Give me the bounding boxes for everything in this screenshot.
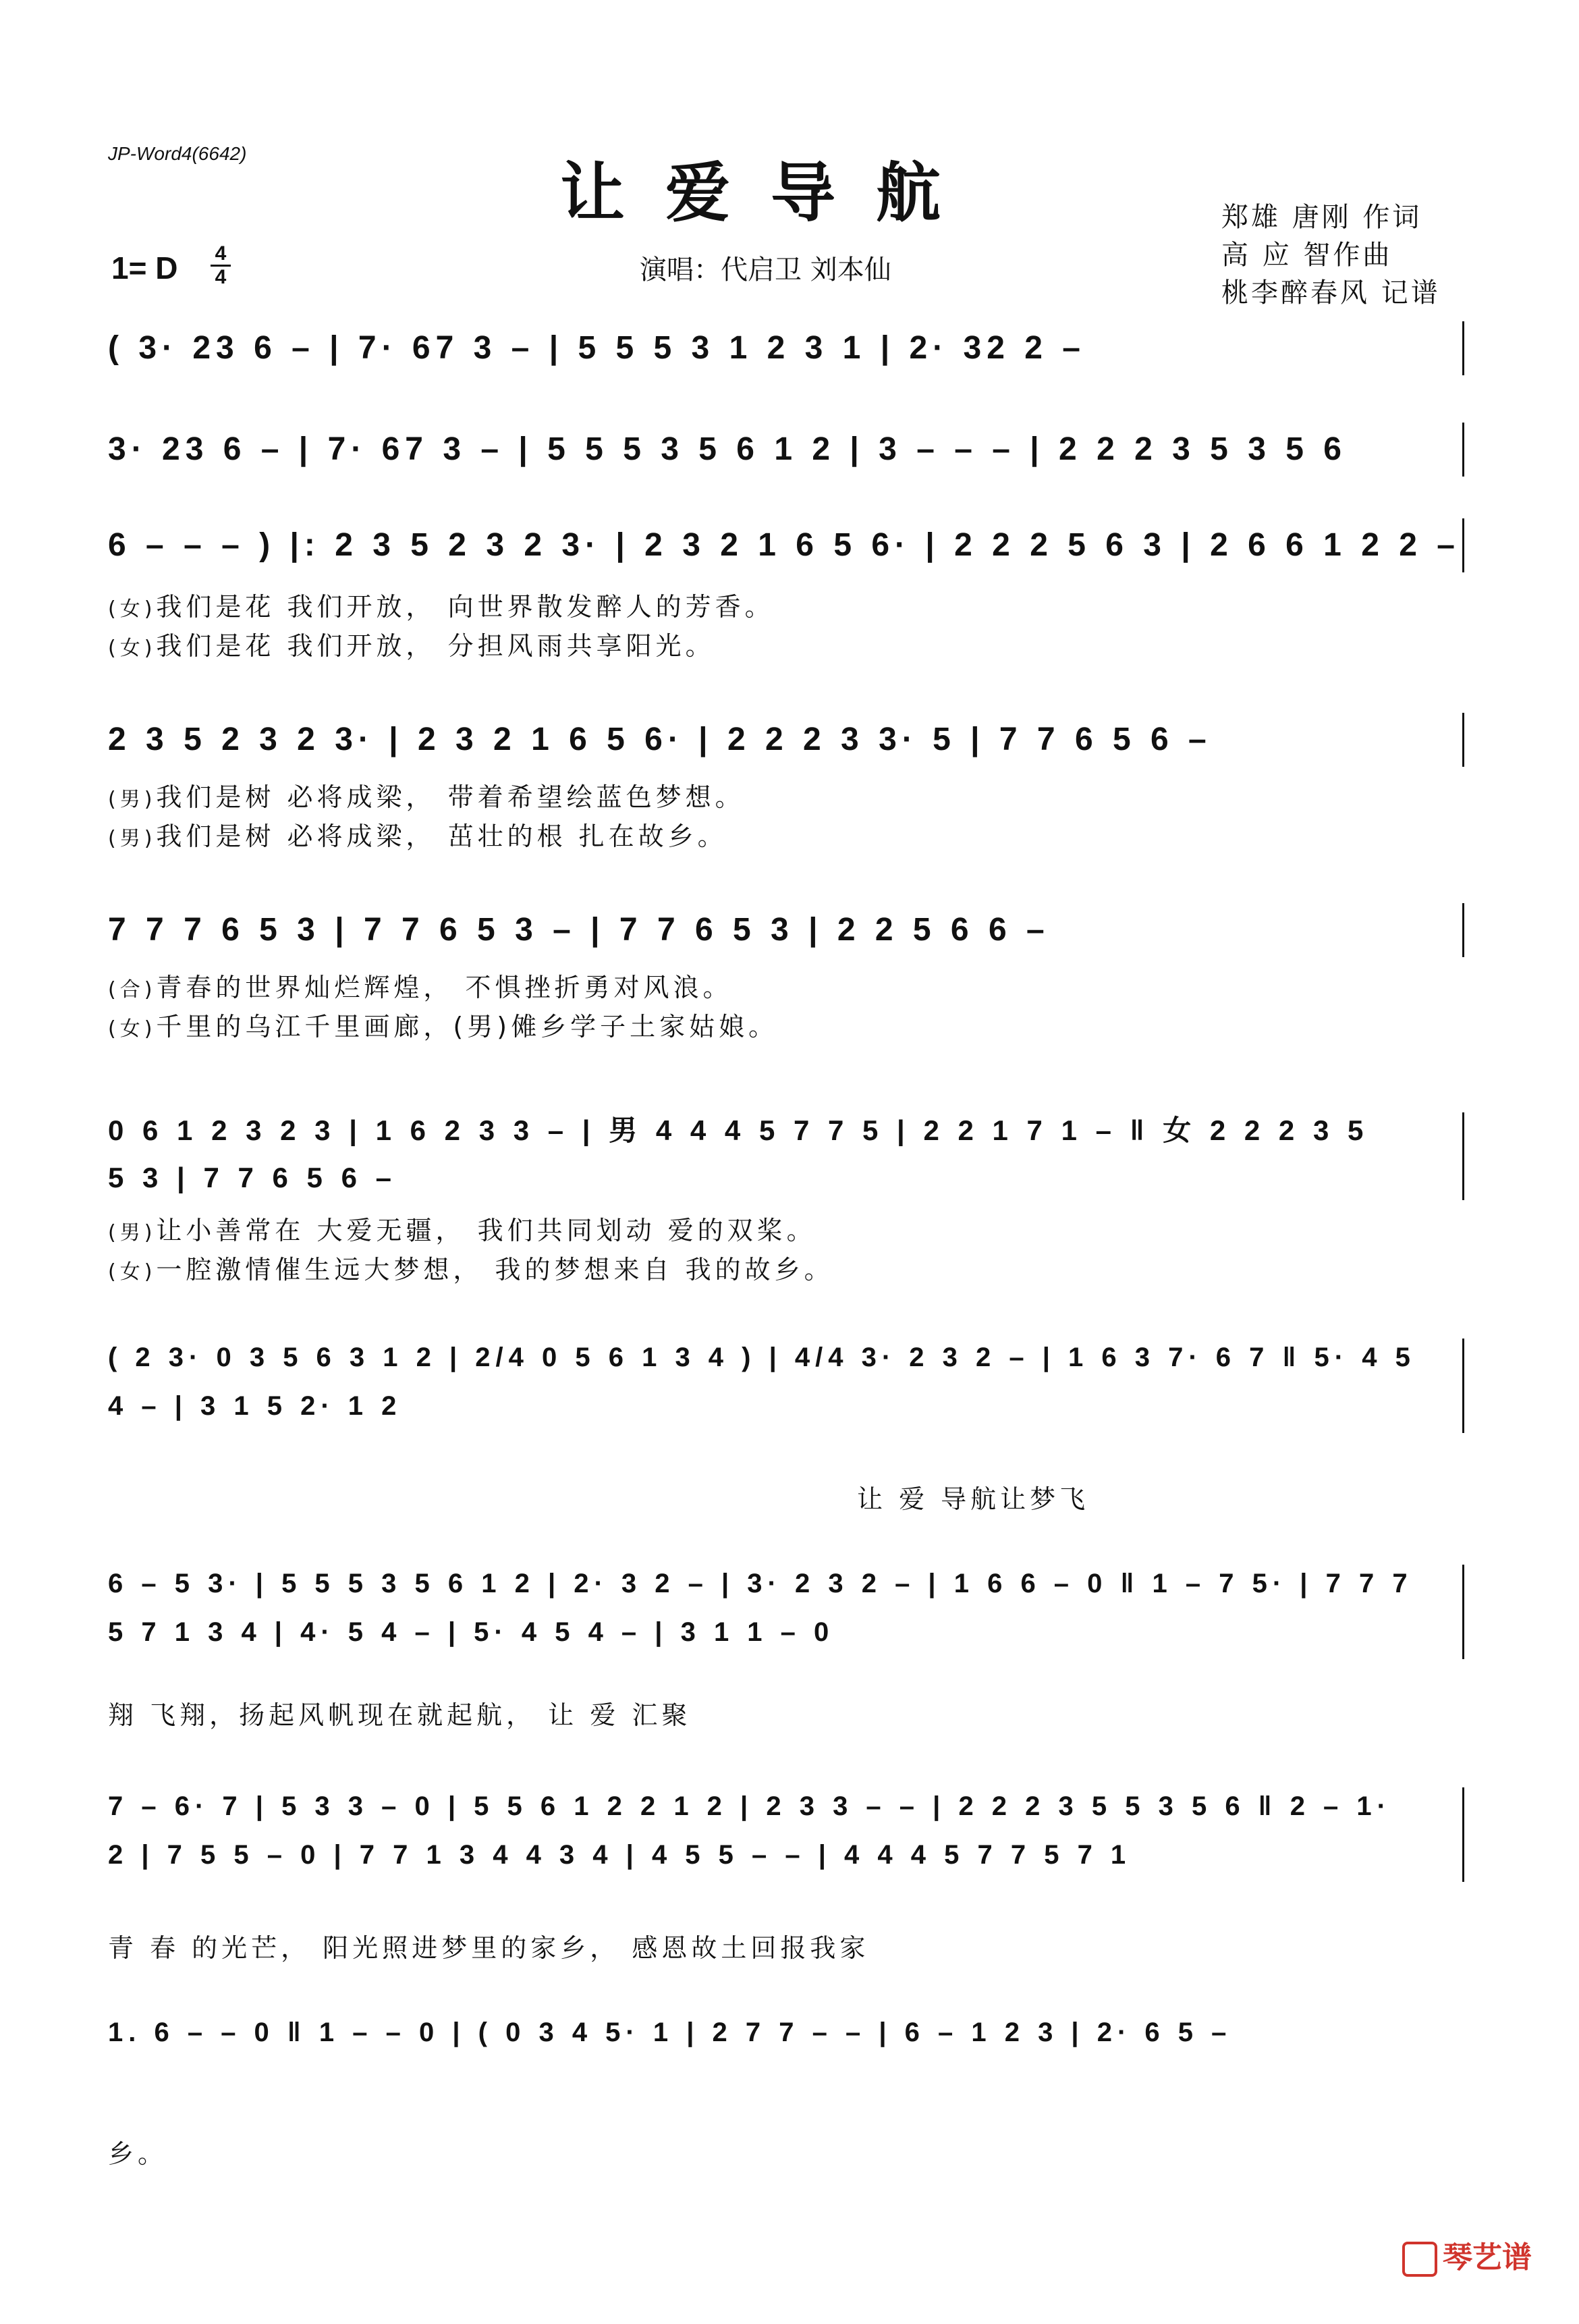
lyric-role: (女) — [108, 597, 157, 621]
staff-system-9 — [108, 1782, 1464, 1883]
lyric-text: 乡。 — [108, 2139, 168, 2169]
barline — [1462, 423, 1464, 477]
software-label: JP-Word4(6642) — [108, 143, 247, 164]
lyric-role: (合) — [108, 978, 157, 1002]
barline — [1462, 321, 1464, 375]
staff-system-8 — [108, 1559, 1464, 1660]
barline — [1462, 1565, 1464, 1659]
barline — [1462, 518, 1464, 572]
staff-system-6 — [108, 1107, 1464, 1201]
staff-system-10 — [108, 2008, 1464, 2109]
barline — [1462, 1339, 1464, 1433]
song-title: 让爱导航 — [560, 155, 981, 231]
staff-notes: 2 3 5 2 3 2 3· | 2 3 2 1 6 5 6· | 2 2 2 3 3· 5 | 7 7 6 5 6 – — [108, 722, 1212, 757]
lyric-role: (男) — [108, 788, 157, 811]
lyric-text: 一腔激情催生远大梦想， 我的梦想来自 我的故乡。 — [156, 1255, 834, 1285]
barline — [1462, 1112, 1464, 1200]
lyric-line — [108, 1927, 869, 1964]
lyric-line — [108, 586, 775, 623]
time-signature — [211, 243, 231, 288]
staff-notes: 1. 6 – – 0 ‖ 1 – – 0 | ( 0 3 4 5· 1 | 2 7 7 – – | 6 – 1 2 3 | 2· 6 5 – — [108, 2018, 1232, 2047]
watermark-logo-icon — [1402, 2242, 1437, 2277]
watermark — [1402, 2233, 1532, 2277]
lyric-line — [108, 967, 733, 1004]
time-signature-bottom: 4 — [215, 266, 227, 288]
singers: 演唱：代启卫 刘本仙 — [640, 254, 891, 286]
lyric-text: 我们是树 必将成梁， 带着希望绘蓝色梦想。 — [156, 782, 745, 812]
staff-system-3 — [108, 513, 1464, 577]
credit-lyrics: 郑雄 唐刚 作词 — [1221, 202, 1422, 233]
lyric-role: (女) — [108, 637, 157, 660]
lyric-line — [108, 2133, 167, 2170]
lyric-text: 我们是树 必将成梁， 茁壮的根 扎在故乡。 — [156, 821, 727, 851]
lyric-line — [108, 1694, 691, 1731]
key-signature: 1= D — [111, 250, 178, 286]
lyric-role: (女) — [108, 1260, 157, 1284]
staff-system-2 — [108, 417, 1464, 481]
staff-notes: 7 – 6· 7 | 5 3 3 – 0 | 5 5 6 1 2 2 1 2 | 2 3 3 – – | 2 2 2 3 5 5 3 5 6 ‖ 2 – 1· 2 | 7 5 5 – 0 | 7 7 1 3 4 4 3 4 | 4 5 5 – – | 4 4 4 5 7 7 5 7 1 — [108, 1791, 1391, 1870]
lyric-line — [857, 1478, 1089, 1515]
staff-notes: 6 – – – ) |: 2 3 5 2 3 2 3· | 2 3 2 1 6 5 6· | 2 2 2 5 6 3 | 2 6 6 1 2 2 – — [108, 527, 1460, 563]
barline — [1462, 713, 1464, 767]
staff-system-7 — [108, 1333, 1464, 1434]
lyric-line — [108, 815, 727, 853]
lyric-line — [108, 1006, 778, 1043]
staff-notes: 0 6 1 2 3 2 3 | 1 6 2 3 3 – | 男 4 4 4 5 7 7 5 | 2 2 1 7 1 – ‖ 女 2 2 2 3 5 5 3 | 7 7 6 5 6 – — [108, 1114, 1369, 1193]
lyric-role: (男) — [108, 1221, 157, 1245]
lyric-line — [108, 1249, 834, 1286]
lyric-text: 千里的乌江千里画廊，(男)傩乡学子土家姑娘。 — [156, 1012, 779, 1042]
barline — [1462, 903, 1464, 957]
watermark-text: 琴艺谱 — [1443, 2240, 1532, 2275]
lyric-text: 青 春 的光芒， 阳光照进梦里的家乡， 感恩故土回报我家 — [108, 1933, 870, 1963]
staff-notes: 6 – 5 3· | 5 5 5 3 5 6 1 2 | 2· 3 2 – | 3· 2 3 2 – | 1 6 6 – 0 ‖ 1 – 7 5· | 7 7 7 5 7 1 3 4 | 4· 5 4 – | 5· 4 5 4 – | 3 1 1 – 0 — [108, 1569, 1413, 1647]
credit-music: 高 应 智作曲 — [1221, 240, 1393, 271]
lyric-role: (男) — [108, 827, 157, 850]
lyric-text: 让小善常在 大爱无疆， 我们共同划动 爱的双桨。 — [156, 1216, 816, 1245]
lyric-line — [108, 1210, 816, 1247]
lyric-text: 我们是花 我们开放， 向世界散发醉人的芳香。 — [156, 592, 775, 622]
time-signature-top: 4 — [215, 242, 227, 265]
lyric-text: 翔 飞翔，扬起风帆现在就起航， 让 爱 汇聚 — [108, 1700, 692, 1730]
staff-system-4 — [108, 707, 1464, 772]
lyric-text: 青春的世界灿烂辉煌， 不惧挫折勇对风浪。 — [156, 973, 733, 1002]
lyric-text: 让 爱 导航让梦飞 — [857, 1484, 1090, 1514]
lyric-line — [108, 776, 745, 813]
staff-notes: ( 2 3· 0 3 5 6 3 1 2 | 2/4 0 5 6 1 3 4 ) | 4/4 3· 2 3 2 – | 1 6 3 7· 6 7 ‖ 5· 4 5 4 – | 3 1 5 2· 1 2 — [108, 1343, 1416, 1421]
lyric-text: 我们是花 我们开放， 分担风雨共享阳光。 — [156, 631, 715, 661]
lyric-role: (女) — [108, 1017, 157, 1041]
staff-system-1 — [108, 316, 1464, 380]
staff-notes: 3· 23 6 – | 7· 67 3 – | 5 5 5 3 5 6 1 2 | 3 – – – | 2 2 2 3 5 3 5 6 — [108, 431, 1347, 467]
staff-notes: 7 7 7 6 5 3 | 7 7 6 5 3 – | 7 7 6 5 3 | 2 2 5 6 6 – — [108, 912, 1050, 948]
staff-notes: ( 3· 23 6 – | 7· 67 3 – | 5 5 5 3 1 2 3 1 | 2· 32 2 – — [108, 330, 1086, 366]
credit-notation: 桃李醉春风 记谱 — [1221, 277, 1441, 308]
barline — [1462, 1787, 1464, 1882]
lyric-line — [108, 625, 715, 662]
staff-system-5 — [108, 898, 1464, 962]
